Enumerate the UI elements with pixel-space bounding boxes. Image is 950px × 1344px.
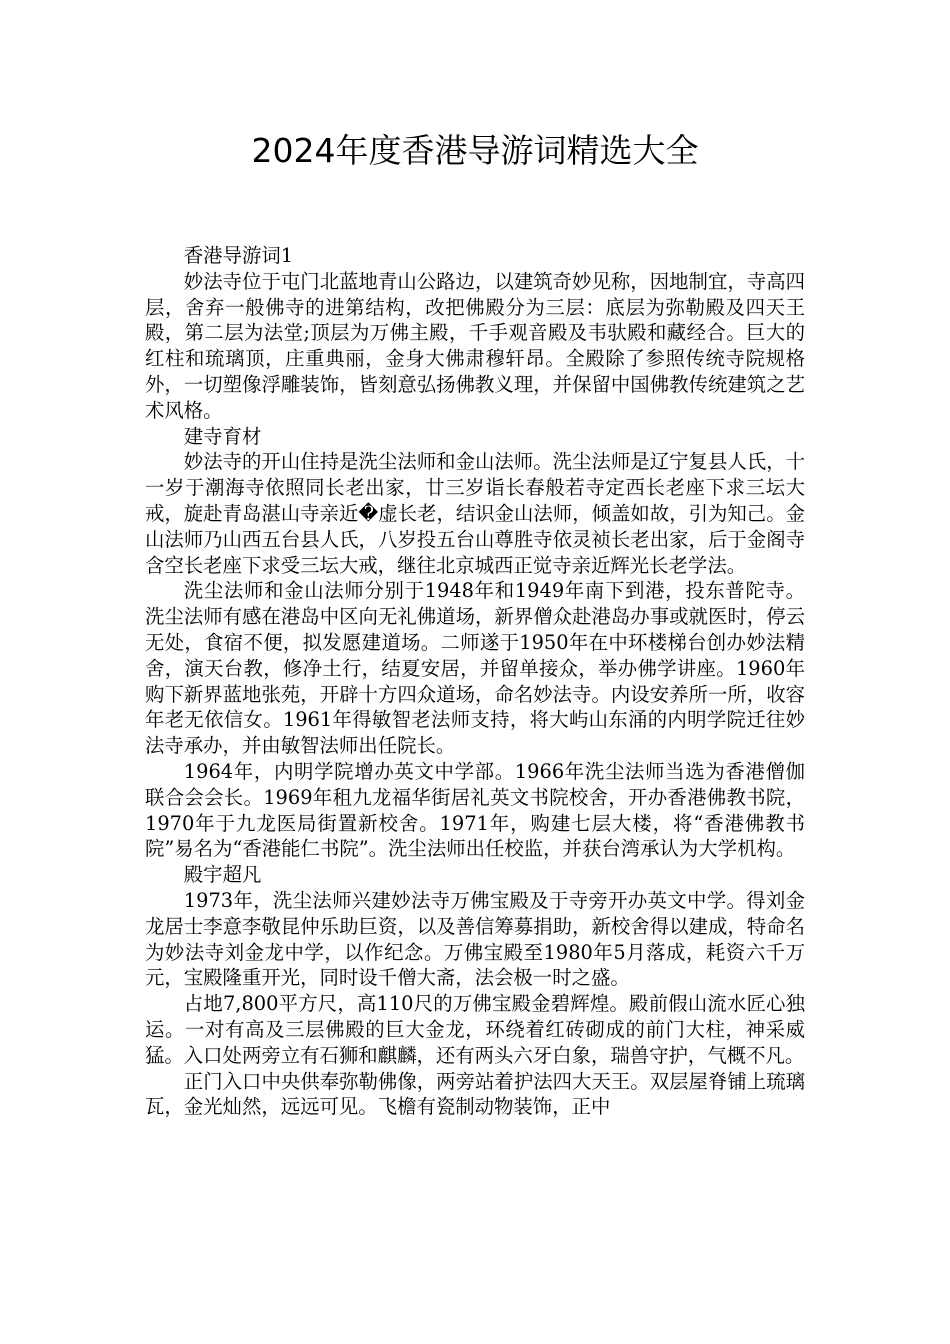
- document-body: [145, 243, 805, 1120]
- paragraph: 正门入口中央供奉弥勒佛像，两旁站着护法四大天王。双层屋脊铺上琉璃瓦，金光灿然，远远可见。飞檐有瓷制动物装饰，正中: [145, 1069, 805, 1119]
- section-heading: 香港导游词1: [183, 244, 294, 267]
- document-title: 2024年度香港导游词精选大全: [251, 131, 699, 170]
- paragraph: 占地7,800平方尺，高110尺的万佛宝殿金碧辉煌。殿前假山流水匠心独运。一对有高及三层佛殿的巨大金龙，环绕着红砖砌成的前门大柱，神采威猛。入口处两旁立有石狮和麒麟，还有两头六牙白象，瑞兽守护，气概不凡。: [145, 992, 805, 1067]
- paragraph: 妙法寺位于屯门北蓝地青山公路边，以建筑奇妙见称，因地制宜，寺高四层，舍弃一般佛寺的进第结构，改把佛殿分为三层：底层为弥勒殿及四天王殿，第二层为法堂;顶层为万佛主殿，千手观音殿及韦驮殿和藏经合。巨大的红柱和琉璃顶，庄重典丽，金身大佛肃穆轩昂。全殿除了参照传统寺院规格外，一切塑像浮雕装饰，皆刻意弘扬佛教义理，并保留中国佛教传统建筑之艺术风格。: [145, 269, 805, 422]
- paragraph: 1964年，内明学院增办英文中学部。1966年洗尘法师当选为香港僧伽联合会会长。1969年租九龙福华街居礼英文书院校舍，开办香港佛教书院，1970年于九龙医局街置新校舍。1971年，购建七层大楼，将“香港佛教书院”易名为“香港能仁书院”。洗尘法师出任校监，并获台湾承认为大学机构。: [145, 759, 805, 861]
- section-heading: 殿宇超凡: [183, 863, 262, 887]
- paragraph: 1973年，洗尘法师兴建妙法寺万佛宝殿及于寺旁开办英文中学。得刘金龙居士李意李敬昆仲乐助巨资，以及善信筹募捐助，新校舍得以建成，特命名为妙法寺刘金龙中学，以作纪念。万佛宝殿至1980年5月落成，耗资六千万元，宝殿隆重开光，同时设千僧大斋，法会极一时之盛。: [145, 888, 805, 990]
- paragraph: 妙法寺的开山住持是洗尘法师和金山法师。洗尘法师是辽宁复县人氏，十一岁于潮海寺依照同长老出家，廿三岁诣长春般若寺定西长老座下求三坛大戒，旋赴青岛湛山寺亲近�虚长老，结识金山法师，倾盖如故，引为知己。金山法师乃山西五台县人氏，八岁投五台山尊胜寺依灵祯长老出家，后于金阁寺含空长老座下求受三坛大戒，继往北京城西正觉寺亲近辉光长老学法。: [145, 450, 805, 577]
- paragraph: 洗尘法师和金山法师分别于1948年和1949年南下到港，投东普陀寺。洗尘法师有感在港岛中区向无礼佛道场，新界僧众赴港岛办事或就医时，停云无处，食宿不便，拟发愿建道场。二师遂于1950年在中环楼梯台创办妙法精舍，演天台教，修净土行，结夏安居，并留单接众，举办佛学讲座。1960年购下新界蓝地张苑，开辟十方四众道场，命名妙法寺。内设安养所一所，收容年老无依信女。1961年得敏智老法师支持，将大屿山东涌的内明学院迁往妙法寺承办，并由敏智法师出任院长。: [145, 579, 805, 758]
- section-heading: 建寺育材: [183, 424, 262, 448]
